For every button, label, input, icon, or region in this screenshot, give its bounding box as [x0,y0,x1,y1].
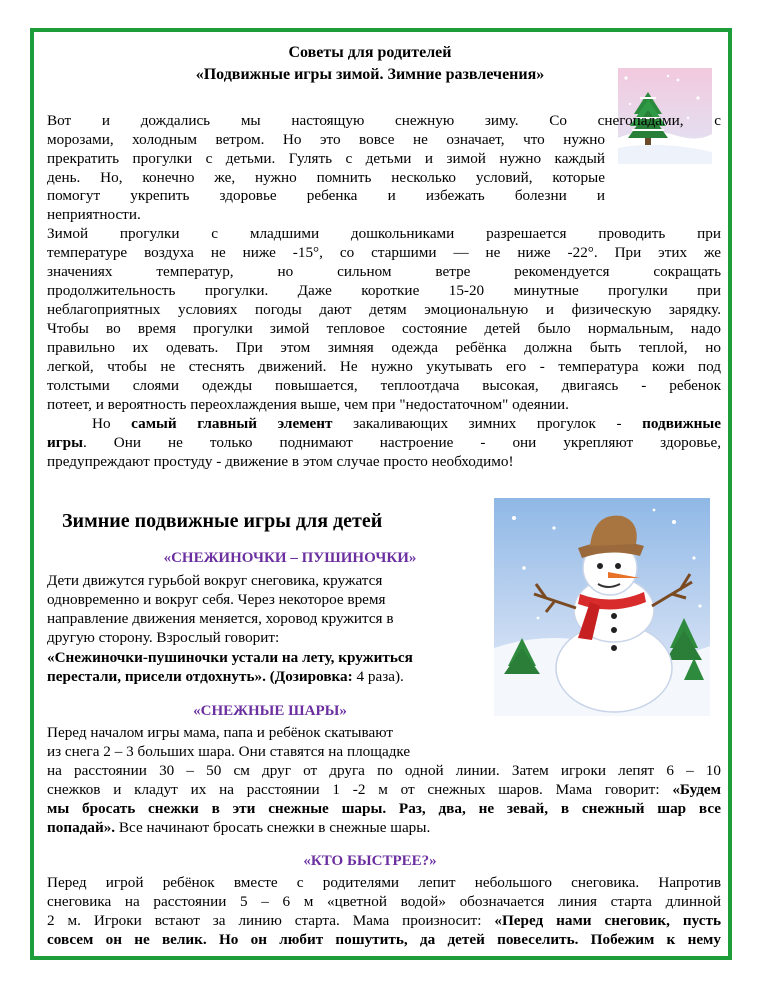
intro-line: Зимой прогулки с младшими дошкольниками разрешается проводить при [47,225,721,242]
intro-line: правильно их одевать. При этом зимняя одежда ребёнка должна быть теплой, но [47,339,721,356]
game2-line: из снега 2 – 3 больших шара. Они ставятся на площадке [47,743,411,760]
game3-line: снеговика на расстоянии 5 – 6 м «цветной водой» обозначается линия старта длинной [47,893,721,910]
game1-rhyme-end: перестали, присели отдохнуть». (Дозировка: 4 раза). [47,668,404,685]
intro-line: продолжительность прогулки. Даже короткие 15-20 минутные прогулки при [47,282,721,299]
intro-important-line: Но самый главный элемент закаливающих зимних прогулок - подвижные [92,415,722,432]
game3-title: «КТО БЫСТРЕЕ?» [303,853,437,869]
intro-line: значениях температур, но сильном ветре рекомендуется сокращать [47,263,721,280]
game2-line: снежков и кладут их на расстоянии 1 -2 м от снежных шаров. Мама говорит: «Будем [47,781,721,798]
game1-line: другую сторону. Взрослый говорит: [47,629,280,646]
intro-line: морозами, холодным ветром. Но это вовсе не означает, что нужно [47,131,605,148]
intro-line: Чтобы во время прогулки зимой тепловое состояние детей было нормальным, надо [47,320,721,337]
intro-line: толстыми слоями одежды повышается, теплоотдача высокая, двигаясь - ребенок [47,377,721,394]
intro-line: неблагоприятных условиях погоды дают детям эмоциональную и физическую зарядку. [47,301,721,318]
game1-line: Дети движутся гурьбой вокруг снеговика, кружатся [47,572,383,589]
game2-line: Перед началом игры мама, папа и ребёнок скатывают [47,724,394,741]
header-title-line2: «Подвижные игры зимой. Зимние развлечения» [195,66,545,83]
section-title: Зимние подвижные игры для детей [62,510,383,532]
game2-line: на расстоянии 30 – 50 см друг от друга по одной линии. Затем игроки лепят 6 – 10 [47,762,721,779]
intro-line: день. Но, конечно же, нужно помнить несколько условий, которые [47,169,605,186]
game3-line: 2 м. Игроки встают за линию старта. Мама произносит: «Перед нами снеговик, пусть [47,912,721,929]
intro-line: потеет, и вероятность переохлаждения выше, чем при "недостаточном" одеянии. [47,396,569,413]
intro-line: прекратить прогулки с детьми. Гулять с детьми и зимой нужно каждый [47,150,605,167]
header-title-line1: Советы для родителей [288,44,452,61]
intro-line: неприятности. [47,206,141,223]
intro-line: помогут укрепить здоровье ребенка и избежать болезни и [47,187,605,204]
game3-line: Перед игрой ребёнок вместе с родителями лепит небольшого снеговика. Напротив [47,874,721,891]
intro-line: температуре воздуха не ниже -15°, со старшими — не ниже -22°. При этих же [47,244,721,261]
game1-rhyme: «Снежиночки-пушиночки устали на лету, кружиться [47,649,413,666]
intro-important-line: игры. Они не только поднимают настроение - они укрепляют здоровье, [47,434,721,451]
intro-line: легкой, чтобы не стеснять движений. Не нужно укутывать его - температура кожи под [47,358,721,375]
game3-rhyme: совсем он не велик. Но он любит пошутить, да детей повеселить. Побежим к нему [47,931,721,948]
game1-line: направление движения меняется, хоровод кружится в [47,610,394,627]
snowman-picture [494,498,710,716]
game1-title: «СНЕЖИНОЧКИ – ПУШИНОЧКИ» [163,550,417,566]
game2-rhyme: мы бросать снежки в эти снежные шары. Раз, два, не зевай, в снежный шар все [47,800,721,817]
game2-line: попадай». Все начинают бросать снежки в снежные шары. [47,819,431,836]
game2-title: «СНЕЖНЫЕ ШАРЫ» [193,703,347,719]
intro-line: Вот и дождались мы настоящую снежную зиму. Со снегопадами, с [47,112,721,129]
intro-important-line: предупреждают простуду - движение в этом случае просто необходимо! [47,453,514,470]
game1-line: одновременно и вокруг себя. Через некоторое время [47,591,386,608]
